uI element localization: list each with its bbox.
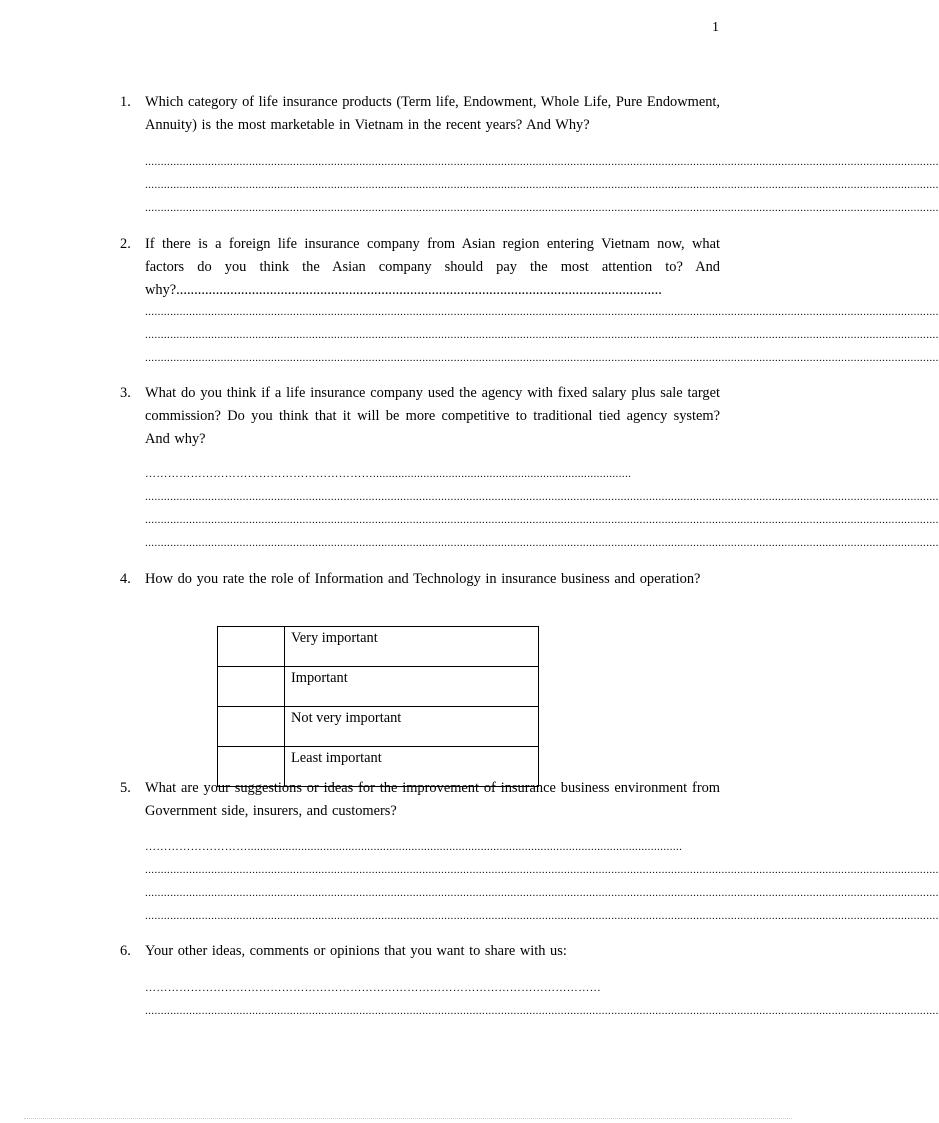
rating-row xyxy=(218,707,539,747)
answer-line[interactable]: ………………………………………………………………………………………………………… xyxy=(145,982,601,994)
answer-line[interactable]: ............................................................................................................................................................................................................................................................ xyxy=(145,352,939,364)
question-number: 6. xyxy=(120,943,131,959)
answer-line[interactable]: ............................................................................................................................................................................................................................................................ xyxy=(145,910,939,922)
question-number: 5. xyxy=(120,780,131,796)
page-number: 1 xyxy=(712,20,719,35)
question-number: 4. xyxy=(120,571,131,587)
answer-line[interactable]: ............................................................................................................................................................................................................................................................ xyxy=(145,887,939,899)
answer-line[interactable]: ............................................................................................................................................................................................................................................................ xyxy=(145,202,939,214)
page-divider xyxy=(24,1118,792,1119)
question-text: Which category of life insurance products (Term life, Endowment, Whole Life, Pure Endowment, Annuity) is the most marketable in Vietnam in the recent years? And Why? xyxy=(145,94,720,133)
question-4 xyxy=(120,568,720,591)
answer-line[interactable]: ............................................................................................................................................................................................................................................................ xyxy=(145,1005,939,1017)
rating-row xyxy=(218,667,539,707)
rating-label: Important xyxy=(285,667,539,707)
rating-checkbox-cell[interactable] xyxy=(218,707,285,747)
question-text: What are your suggestions or ideas for the improvement of insurance business environment from Government side, insurers, and customers? xyxy=(145,780,720,819)
answer-line[interactable]: ............................................................................................................................................................................................................................................................ xyxy=(145,306,939,318)
question-number: 3. xyxy=(120,385,131,401)
question-number: 1. xyxy=(120,94,131,110)
question-text: Your other ideas, comments or opinions that you want to share with us: xyxy=(145,943,567,959)
answer-line[interactable]: ............................................................................................................................................................................................................................................................ xyxy=(145,329,939,341)
question-number: 2. xyxy=(120,236,131,252)
rating-label: Not very important xyxy=(285,707,539,747)
answer-line[interactable]: ............................................................................................................................................................................................................................................................ xyxy=(145,491,939,503)
answer-line[interactable]: ……………………….......................................................................................................................................... xyxy=(145,841,683,853)
question-2 xyxy=(120,233,720,302)
question-text: How do you rate the role of Information and Technology in insurance business and operation? xyxy=(145,571,701,587)
rating-table xyxy=(217,626,539,787)
rating-row xyxy=(218,627,539,667)
answer-line[interactable]: ............................................................................................................................................................................................................................................................ xyxy=(145,864,939,876)
answer-line[interactable]: ............................................................................................................................................................................................................................................................ xyxy=(145,514,939,526)
answer-line[interactable]: ............................................................................................................................................................................................................................................................ xyxy=(145,179,939,191)
question-6 xyxy=(120,940,720,963)
answer-line[interactable]: ............................................................................................................................................................................................................................................................ xyxy=(145,156,939,168)
answer-line[interactable]: …………………………………………………….................................................................................. xyxy=(145,468,632,480)
question-1 xyxy=(120,91,720,137)
answer-line[interactable]: ............................................................................................................................................................................................................................................................ xyxy=(145,537,939,549)
rating-label: Very important xyxy=(285,627,539,667)
rating-label: Least important xyxy=(285,747,539,787)
question-text: What do you think if a life insurance company used the agency with fixed salary plus sale target commission? Do you think that it will be more competitive to traditional tied agency system? And why? xyxy=(145,385,720,447)
rating-checkbox-cell[interactable] xyxy=(218,667,285,707)
question-text: If there is a foreign life insurance company from Asian region entering Vietnam now, what factors do you think the Asian company should pay the most attention to? And why?....................................................................................................................................... xyxy=(145,236,720,298)
question-5 xyxy=(120,777,720,823)
rating-checkbox-cell[interactable] xyxy=(218,627,285,667)
question-3 xyxy=(120,382,720,451)
